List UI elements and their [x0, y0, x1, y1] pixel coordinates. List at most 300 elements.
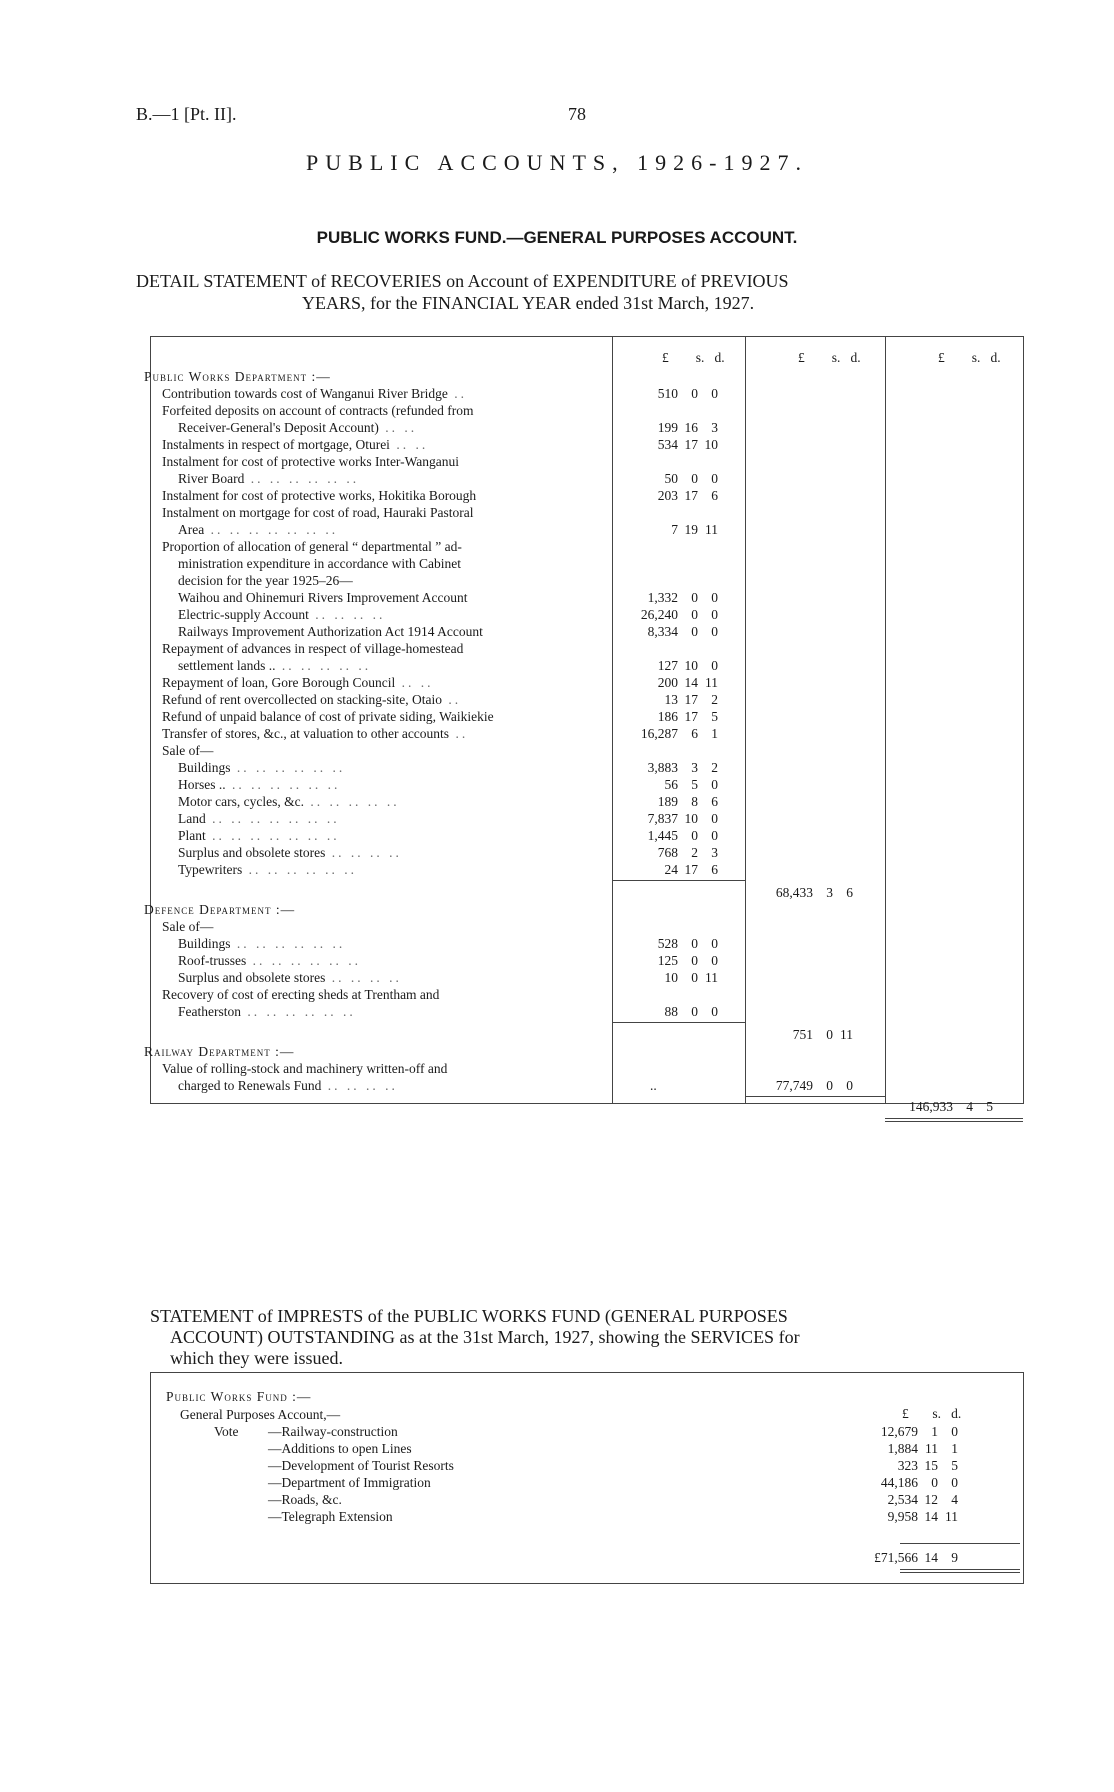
row-amount [630, 861, 718, 878]
public-works-total-pounds: 68,433 [775, 885, 813, 900]
row-amount-pence: 0 [711, 624, 718, 639]
imprest-amount-p: 12,679 [880, 1424, 918, 1439]
row-amount [630, 419, 718, 436]
imprest-amount [870, 1491, 958, 1508]
imprest-amount-s: 12 [924, 1492, 938, 1507]
row-text: Typewriters [178, 862, 243, 877]
table-row [150, 844, 1024, 861]
imprests-total-rule [900, 1543, 1020, 1544]
row-amount [630, 708, 718, 725]
row-amount-pounds: 189 [657, 794, 678, 809]
defence-total-pence: 11 [840, 1027, 853, 1042]
row-text: Roof-trusses [178, 953, 247, 968]
row-amount-pounds: 199 [657, 420, 678, 435]
row-amount-shillings: 14 [684, 675, 698, 690]
row-amount [630, 589, 718, 606]
table-row [150, 810, 1024, 827]
table-row [150, 1077, 1024, 1094]
row-amount [630, 623, 718, 640]
row-description [162, 453, 600, 470]
table-row [150, 623, 1024, 640]
row-amount [630, 385, 718, 402]
row-amount-shillings: 0 [691, 471, 698, 486]
table-row [150, 674, 1024, 691]
row-amount-pounds: 127 [657, 658, 678, 673]
row-amount-pence: 0 [711, 471, 718, 486]
shilling-head: s. [695, 350, 705, 365]
detail-title-line-2: YEARS, for the FINANCIAL YEAR ended 31st March, 1927. [302, 293, 755, 313]
imprest-amount-p: 44,186 [880, 1475, 918, 1490]
row-amount-pounds: 7,837 [647, 811, 678, 826]
row-amount-pounds: 1,332 [647, 590, 678, 605]
row-description [162, 986, 600, 1003]
row-amount-pounds: 200 [657, 675, 678, 690]
row-amount-dots: .. [650, 1078, 657, 1093]
row-text: ministration expenditure in accordance with Cabinet [178, 556, 462, 571]
dot-leader: .. .. .. .. .. .. .. [204, 522, 339, 537]
row-amount [630, 793, 718, 810]
row-description [178, 952, 600, 969]
row-description [162, 538, 600, 555]
page-title: PUBLIC ACCOUNTS, 1926-1927. [306, 150, 808, 175]
row-text: Buildings [178, 936, 231, 951]
row-description [178, 935, 600, 952]
dot-leader: .. .. [389, 437, 429, 452]
pound-head: £ [938, 350, 945, 365]
table-bottom-rule [150, 1103, 1024, 1104]
imprests-fund-heading: Public Works Fund :— [166, 1389, 312, 1404]
table-row [150, 487, 1024, 504]
imprests-right-rule [1023, 1372, 1024, 1584]
imprest-row [268, 1474, 431, 1491]
table-row [150, 470, 1024, 487]
row-amount-pence: 11 [705, 522, 718, 537]
row-amount-shillings: 0 [691, 936, 698, 951]
row-amount-pence: 11 [705, 970, 718, 985]
dot-leader: .. .. .. .. [321, 1078, 398, 1093]
row-amount-shillings: 5 [691, 777, 698, 792]
table-row [150, 1060, 1024, 1077]
row-text: Land [178, 811, 206, 826]
row-amount-pounds: 125 [657, 953, 678, 968]
table-row [150, 742, 1024, 759]
imprests-double-rule [900, 1569, 1020, 1570]
row-amount-shillings: 17 [684, 709, 698, 724]
detail-statement-title [136, 270, 1024, 314]
row-amount [630, 436, 718, 453]
imprest-amount [870, 1423, 958, 1440]
row-amount-pence: 6 [711, 488, 718, 503]
imprest-amount [870, 1457, 958, 1474]
row-amount [630, 827, 718, 844]
row-amount-pence: 6 [711, 794, 718, 809]
table-row [150, 827, 1024, 844]
railway-total-pence: 0 [846, 1078, 853, 1093]
shilling-head: s. [831, 350, 841, 365]
row-description [178, 419, 600, 436]
row-amount-shillings: 17 [684, 692, 698, 707]
imprest-amount-d: 5 [951, 1458, 958, 1473]
row-text: Contribution towards cost of Wanganui River Bridge [162, 386, 448, 401]
row-amount-shillings: 16 [684, 420, 698, 435]
dot-leader: .. .. .. .. .. [275, 658, 372, 673]
row-description [178, 606, 600, 623]
row-amount [630, 487, 718, 504]
row-description [178, 810, 600, 827]
dot-leader: .. .. .. .. [308, 607, 386, 622]
row-text: Surplus and obsolete stores [178, 970, 326, 985]
row-description [162, 708, 600, 725]
imprest-amount-d: 0 [951, 1475, 958, 1490]
imprest-row [268, 1440, 412, 1457]
row-amount-pounds: 13 [664, 692, 678, 707]
row-text: Plant [178, 828, 206, 843]
row-description [178, 844, 600, 861]
table-row [150, 606, 1024, 623]
table-row [150, 657, 1024, 674]
row-text: Electric-supply Account [178, 607, 309, 622]
fund-title: PUBLIC WORKS FUND.—GENERAL PURPOSES ACCOUNT. [316, 228, 798, 247]
dot-leader: .. .. .. .. .. .. [241, 1004, 356, 1019]
row-amount-shillings: 6 [691, 726, 698, 741]
table-row [150, 589, 1024, 606]
row-amount-pence: 0 [711, 590, 718, 605]
imprests-total-d: 9 [951, 1550, 958, 1565]
row-description [178, 827, 600, 844]
dot-leader: .. .. .. .. .. .. [225, 777, 341, 792]
row-amount-pounds: 16,287 [640, 726, 678, 741]
row-description [178, 470, 600, 487]
grand-total-pence: 5 [986, 1099, 993, 1114]
dot-leader: .. .. .. .. [325, 970, 402, 985]
imprest-amount-d: 1 [951, 1441, 958, 1456]
imprest-amount-s: 1 [931, 1424, 938, 1439]
row-text: Instalment for cost of protective works Inter-Wanganui [162, 454, 460, 469]
row-text: Horses .. [178, 777, 226, 792]
shilling-head: s. [971, 350, 981, 365]
imprest-amount-s: 14 [924, 1509, 938, 1524]
row-description [162, 1060, 600, 1077]
imprest-amount-d: 0 [951, 1424, 958, 1439]
row-text: Receiver-General's Deposit Account) [178, 420, 379, 435]
row-amount-pounds: 10 [664, 970, 678, 985]
row-amount-pence: 11 [705, 675, 718, 690]
dot-leader: .. .. .. .. .. .. [242, 862, 358, 877]
public-works-total-pence: 6 [846, 885, 853, 900]
row-amount-pence: 6 [711, 862, 718, 877]
pound-head: £ [798, 350, 805, 365]
row-amount-pence: 3 [711, 420, 718, 435]
row-amount-pounds: 26,240 [640, 607, 678, 622]
row-amount-pence: 0 [711, 607, 718, 622]
pence-head: d. [714, 350, 725, 365]
row-amount-pence: 0 [711, 777, 718, 792]
row-description [162, 674, 600, 691]
row-description [162, 385, 600, 402]
row-text: Transfer of stores, &c., at valuation to other accounts [162, 726, 450, 741]
row-text: Refund of rent overcollected on stacking-site, Otaio [162, 692, 443, 707]
dot-leader: .. [449, 726, 469, 741]
imprests-total [870, 1549, 958, 1566]
dot-leader: .. .. .. .. .. .. .. [205, 828, 340, 843]
row-amount-shillings: 0 [691, 828, 698, 843]
public-works-heading: Public Works Department :— [144, 369, 331, 384]
defence-heading: Defence Department :— [144, 902, 296, 917]
imprests-bottom-rule [150, 1583, 1024, 1584]
row-amount-pence: 0 [711, 828, 718, 843]
imprest-service: —Development of Tourist Resorts [268, 1458, 454, 1473]
grand-total-pounds: 146,933 [909, 1099, 953, 1114]
row-description [162, 691, 600, 708]
defence-total-shillings: 0 [826, 1027, 833, 1042]
row-amount-pence: 0 [711, 953, 718, 968]
row-amount-pounds: 186 [657, 709, 678, 724]
table-row [150, 1003, 1024, 1020]
row-amount-shillings: 10 [684, 811, 698, 826]
row-text: settlement lands .. [178, 658, 276, 673]
row-text: Value of rolling-stock and machinery written-off and [162, 1061, 448, 1076]
imprest-amount-p: 9,958 [887, 1509, 918, 1524]
shilling-head: s. [932, 1406, 942, 1421]
railway-total [765, 1077, 853, 1094]
row-amount [630, 810, 718, 827]
row-text: Sale of— [162, 919, 214, 934]
row-amount-shillings: 8 [691, 794, 698, 809]
public-works-total [765, 884, 853, 901]
row-amount-pounds: 3,883 [647, 760, 678, 775]
row-amount-pounds: 7 [671, 522, 678, 537]
row-description [162, 487, 600, 504]
row-text: Area [178, 522, 205, 537]
col2-heads [798, 350, 861, 366]
table-row [150, 759, 1024, 776]
row-amount-pounds: 203 [657, 488, 678, 503]
row-amount [630, 606, 718, 623]
imprest-amount [870, 1474, 958, 1491]
grand-total-shillings: 4 [966, 1099, 973, 1114]
pence-head: d. [951, 1406, 962, 1421]
imprest-amount-s: 15 [924, 1458, 938, 1473]
imprest-amount-d: 11 [945, 1509, 958, 1524]
row-text: Featherston [178, 1004, 241, 1019]
table-row [150, 419, 1024, 436]
imprests-title [150, 1306, 1024, 1369]
row-description [178, 1003, 600, 1020]
dot-leader: .. .. [378, 420, 418, 435]
row-text: Proportion of allocation of general “ departmental ” ad- [162, 539, 462, 554]
row-amount-shillings: 2 [691, 845, 698, 860]
dot-leader: .. .. .. .. [325, 845, 402, 860]
imprest-amount-d: 4 [951, 1492, 958, 1507]
row-amount-pence: 5 [711, 709, 718, 724]
table-row [150, 952, 1024, 969]
row-amount [630, 674, 718, 691]
imprest-amount-p: 1,884 [887, 1441, 918, 1456]
row-amount [630, 844, 718, 861]
row-text: charged to Renewals Fund [178, 1078, 322, 1093]
dot-leader: .. [442, 692, 462, 707]
defence-total [765, 1026, 853, 1043]
table-row [150, 640, 1024, 657]
row-amount-shillings: 17 [684, 488, 698, 503]
row-amount [630, 776, 718, 793]
row-amount [630, 521, 718, 538]
imprests-title-line-2: ACCOUNT) OUTSTANDING as at the 31st March, 1927, showing the SERVICES for [170, 1327, 800, 1347]
pence-head: d. [990, 350, 1001, 365]
row-text: Instalment for cost of protective works, Hokitika Borough [162, 488, 477, 503]
row-amount-shillings: 0 [691, 970, 698, 985]
imprest-service: —Additions to open Lines [268, 1441, 412, 1456]
imprests-title-line-3: which they were issued. [170, 1348, 343, 1368]
row-text: Instalment on mortgage for cost of road, Hauraki Pastoral [162, 505, 474, 520]
row-amount-pounds: 768 [657, 845, 678, 860]
row-amount-pence: 0 [711, 936, 718, 951]
imprest-amount-p: 2,534 [887, 1492, 918, 1507]
railway-heading: Railway Department :— [144, 1044, 295, 1059]
row-text: Sale of— [162, 743, 214, 758]
table-row [150, 453, 1024, 470]
row-amount [630, 952, 718, 969]
row-amount-pounds: 50 [664, 471, 678, 486]
row-description [178, 589, 600, 606]
row-amount-shillings: 3 [691, 760, 698, 775]
row-amount-shillings: 0 [691, 386, 698, 401]
table-row [150, 935, 1024, 952]
row-description [178, 572, 600, 589]
row-amount-pounds: 534 [657, 437, 678, 452]
pound-head: £ [902, 1406, 909, 1421]
table-row [150, 986, 1024, 1003]
row-amount-shillings: 0 [691, 1004, 698, 1019]
row-amount [630, 657, 718, 674]
row-description [162, 742, 600, 759]
dot-leader: .. .. .. .. .. .. [246, 953, 361, 968]
row-amount [630, 935, 718, 952]
row-description [162, 725, 600, 742]
page-number: 78 [568, 104, 586, 124]
row-text: decision for the year 1925–26— [178, 573, 353, 588]
defence-total-pounds: 751 [792, 1027, 813, 1042]
row-amount-pence: 2 [711, 692, 718, 707]
row-amount [630, 969, 718, 986]
row-amount-pence: 2 [711, 760, 718, 775]
row-description [162, 402, 600, 419]
imprests-total-s: 14 [924, 1550, 938, 1565]
grand-total [905, 1098, 993, 1115]
row-amount-pence: 1 [711, 726, 718, 741]
row-amount-pounds: 88 [664, 1004, 678, 1019]
imprests-left-rule [150, 1372, 151, 1584]
imprest-service: —Telegraph Extension [268, 1509, 393, 1524]
railway-total-shillings: 0 [826, 1078, 833, 1093]
dot-leader: .. .. .. .. .. .. .. [205, 811, 340, 826]
imprest-amount-s: 0 [931, 1475, 938, 1490]
table-row [150, 385, 1024, 402]
row-description [178, 969, 600, 986]
row-amount [630, 470, 718, 487]
row-amount-shillings: 17 [684, 862, 698, 877]
dot-leader: .. .. .. .. .. .. [230, 760, 346, 775]
vote-label: Vote [214, 1424, 239, 1439]
table-row [150, 725, 1024, 742]
row-description [178, 793, 600, 810]
imprests-total-p: £71,566 [874, 1550, 918, 1565]
table-row [150, 555, 1024, 572]
document-reference: B.—1 [Pt. II]. [136, 104, 237, 124]
col3-heads [938, 350, 1001, 366]
dot-leader: .. .. .. .. .. .. [244, 471, 360, 486]
pound-head: £ [662, 350, 669, 365]
row-text: Repayment of loan, Gore Borough Council [162, 675, 396, 690]
detail-title-line-1: DETAIL STATEMENT of RECOVERIES on Account of EXPENDITURE of PREVIOUS [136, 271, 789, 291]
dot-leader: .. .. .. .. .. .. [230, 936, 346, 951]
row-description [178, 1077, 600, 1094]
row-amount-shillings: 0 [691, 590, 698, 605]
row-amount-pounds: 56 [664, 777, 678, 792]
table-row [150, 538, 1024, 555]
row-description [178, 657, 600, 674]
imprests-sub-heading: General Purposes Account,— [180, 1407, 341, 1422]
imprests-col-heads [902, 1406, 961, 1422]
row-text: Forfeited deposits on account of contracts (refunded from [162, 403, 474, 418]
imprest-row [268, 1508, 393, 1525]
table-row [150, 691, 1024, 708]
imprest-row [268, 1491, 342, 1508]
row-text: Recovery of cost of erecting sheds at Trentham and [162, 987, 440, 1002]
row-amount-pence: 0 [711, 658, 718, 673]
row-amount-shillings: 0 [691, 624, 698, 639]
row-amount [630, 691, 718, 708]
row-amount-pounds: 510 [657, 386, 678, 401]
row-amount-shillings: 10 [684, 658, 698, 673]
imprest-row [268, 1457, 454, 1474]
row-description [178, 759, 600, 776]
imprest-amount-s: 11 [925, 1441, 938, 1456]
row-amount-pounds: 1,445 [647, 828, 678, 843]
subtotal-rule [612, 1022, 745, 1023]
col1-heads [662, 350, 725, 366]
row-text: Surplus and obsolete stores [178, 845, 326, 860]
imprest-amount [870, 1440, 958, 1457]
row-amount-pence: 10 [704, 437, 718, 452]
table-row [150, 918, 1024, 935]
row-description [178, 861, 600, 878]
table-row [150, 402, 1024, 419]
dot-leader: .. [447, 386, 467, 401]
row-description [178, 555, 600, 572]
table-row [150, 793, 1024, 810]
row-text: River Board [178, 471, 245, 486]
imprest-service: —Railway-construction [268, 1424, 398, 1439]
row-amount [630, 1003, 718, 1020]
imprest-service: —Roads, &c. [268, 1492, 342, 1507]
row-amount-pence: 0 [711, 386, 718, 401]
railway-total-pounds: 77,749 [775, 1078, 813, 1093]
table-row [150, 521, 1024, 538]
row-text: Buildings [178, 760, 231, 775]
imprests-table [150, 1372, 1024, 1584]
imprest-service: —Department of Immigration [268, 1475, 431, 1490]
row-text: Waihou and Ohinemuri Rivers Improvement Account [178, 590, 468, 605]
grand-total-rule [885, 1121, 1023, 1122]
table-row [150, 504, 1024, 521]
total-rule [745, 1096, 885, 1097]
imprests-top-rule [150, 1372, 1024, 1373]
table-row [150, 436, 1024, 453]
row-description [178, 521, 600, 538]
row-amount-pence: 0 [711, 1004, 718, 1019]
table-row [150, 708, 1024, 725]
